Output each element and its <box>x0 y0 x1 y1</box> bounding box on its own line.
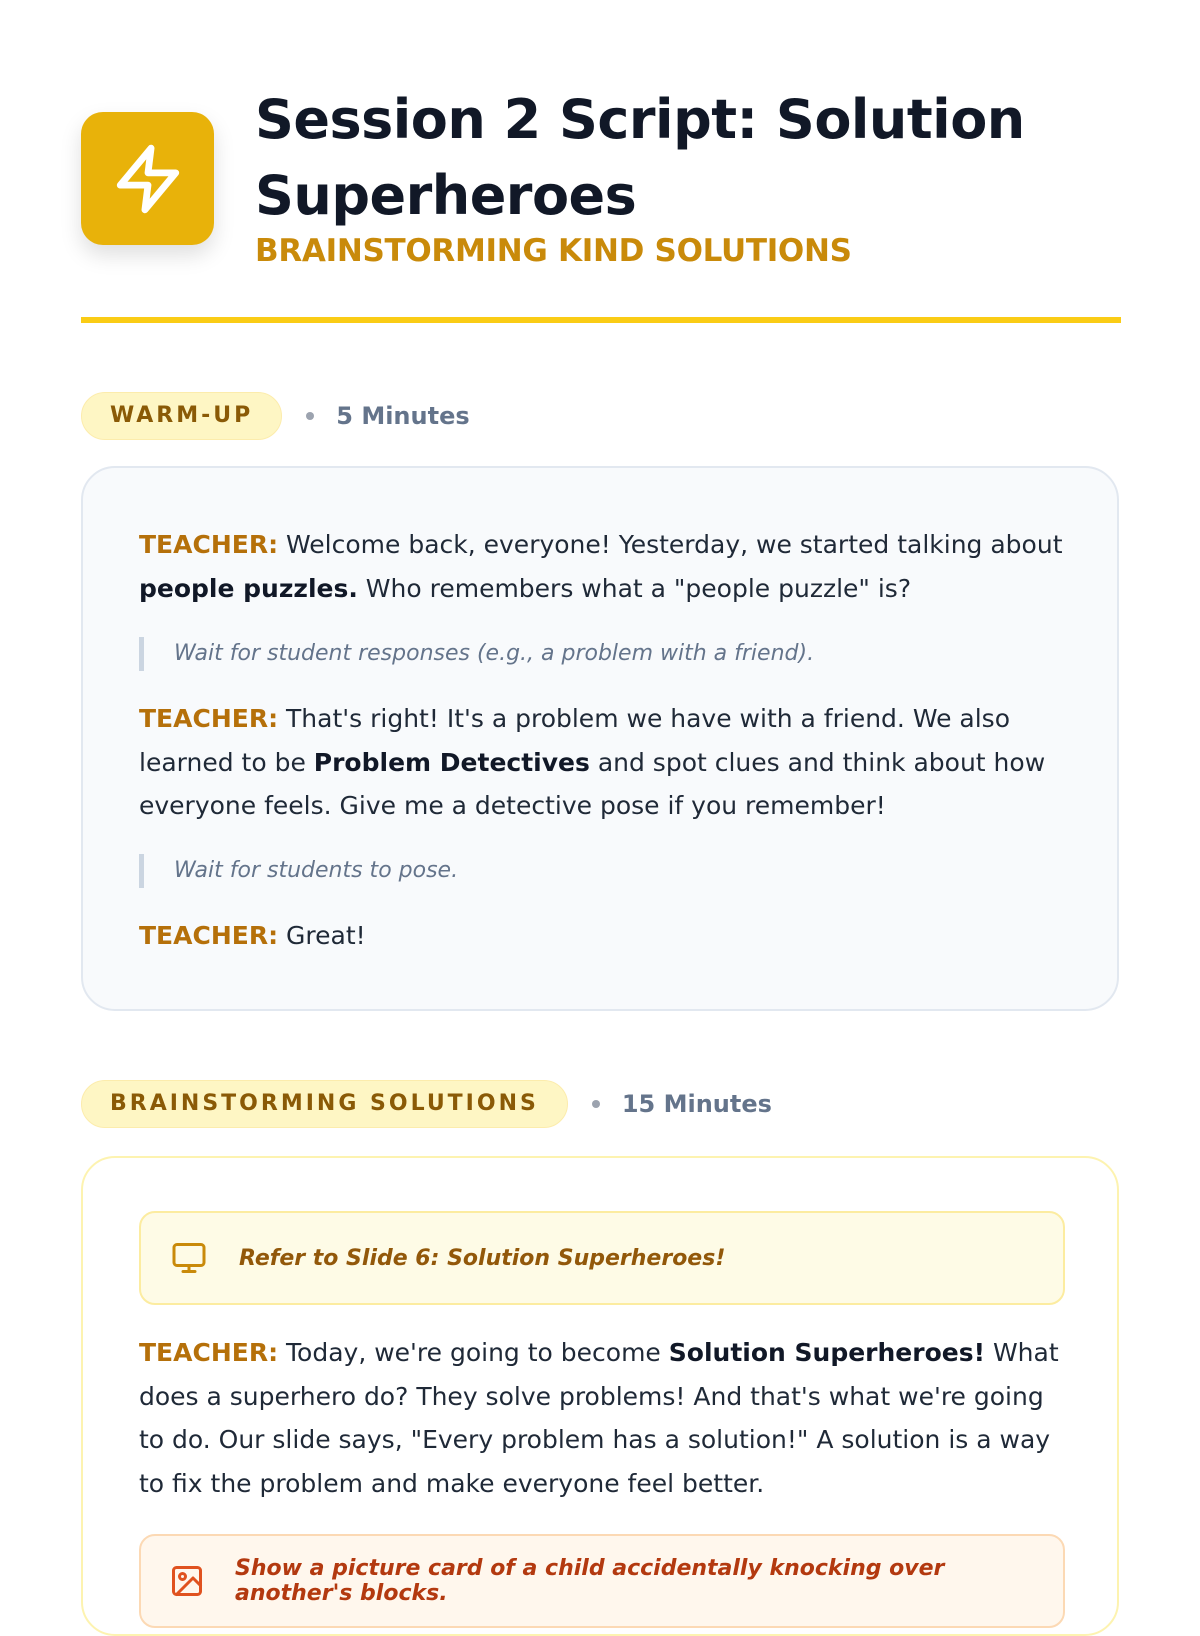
stage-direction: Wait for student responses (e.g., a problem with a friend). <box>139 637 1074 671</box>
speaker-label: TEACHER: <box>139 704 279 733</box>
picture-card-callout <box>139 1534 1065 1628</box>
dialogue-text: Great! <box>278 921 366 950</box>
image-icon <box>169 1561 205 1601</box>
section-duration: 15 Minutes <box>621 1090 772 1118</box>
dialogue-emphasis: people puzzles. <box>139 573 358 603</box>
section-header-warmup <box>81 392 470 440</box>
page-title: Session 2 Script: Solution Superheroes <box>255 88 1025 227</box>
monitor-icon <box>169 1238 209 1278</box>
header-divider <box>81 317 1121 323</box>
speaker-label: TEACHER: <box>139 1338 279 1367</box>
speaker-label: TEACHER: <box>139 530 279 559</box>
section-header-brainstorming <box>81 1080 772 1128</box>
dialogue-text: Welcome back, everyone! Yesterday, we started talking about <box>278 530 1063 559</box>
slide-reference-text: Refer to Slide 6: Solution Superheroes! <box>239 1245 726 1271</box>
brainstorming-script-card <box>81 1156 1119 1636</box>
dialogue-emphasis: Solution Superheroes! <box>668 1338 985 1367</box>
separator-dot <box>592 1100 600 1108</box>
section-duration: 5 Minutes <box>336 402 470 430</box>
picture-card-instruction: Show a picture card of a child accidentally knocking over another's blocks. <box>235 1556 945 1606</box>
teacher-line <box>139 914 1069 958</box>
teacher-line <box>139 1331 1069 1505</box>
dialogue-text: That's right! It's a problem we have with a friend. We also learned to be <box>139 704 1010 777</box>
section-label-badge: WARM-UP <box>81 392 282 440</box>
teacher-line <box>139 523 1069 610</box>
dialogue-text: What does a superhero do? They solve problems! And that's what we're going to do. Our slide says, "Every problem has a solution!" A solution is a way to fix the problem and make everyone feel better. <box>139 1338 1059 1498</box>
speaker-label: TEACHER: <box>139 921 279 950</box>
stage-direction: Wait for students to pose. <box>139 854 1074 888</box>
separator-dot <box>306 412 314 420</box>
slide-callout <box>139 1211 1065 1305</box>
warmup-script-card <box>81 466 1119 1011</box>
teacher-line <box>139 697 1069 828</box>
page-subtitle: BRAINSTORMING KIND SOLUTIONS <box>255 233 852 269</box>
dialogue-emphasis: Problem Detectives <box>313 747 590 777</box>
dialogue-text: and spot clues and think about how everyone feels. Give me a detective pose if you remember! <box>139 747 1046 820</box>
dialogue-text: Who remembers what a "people puzzle" is? <box>357 573 912 603</box>
dialogue-text: Today, we're going to become <box>278 1338 669 1367</box>
section-label-badge: BRAINSTORMING SOLUTIONS <box>81 1080 568 1128</box>
lightning-bolt-icon <box>81 112 214 245</box>
